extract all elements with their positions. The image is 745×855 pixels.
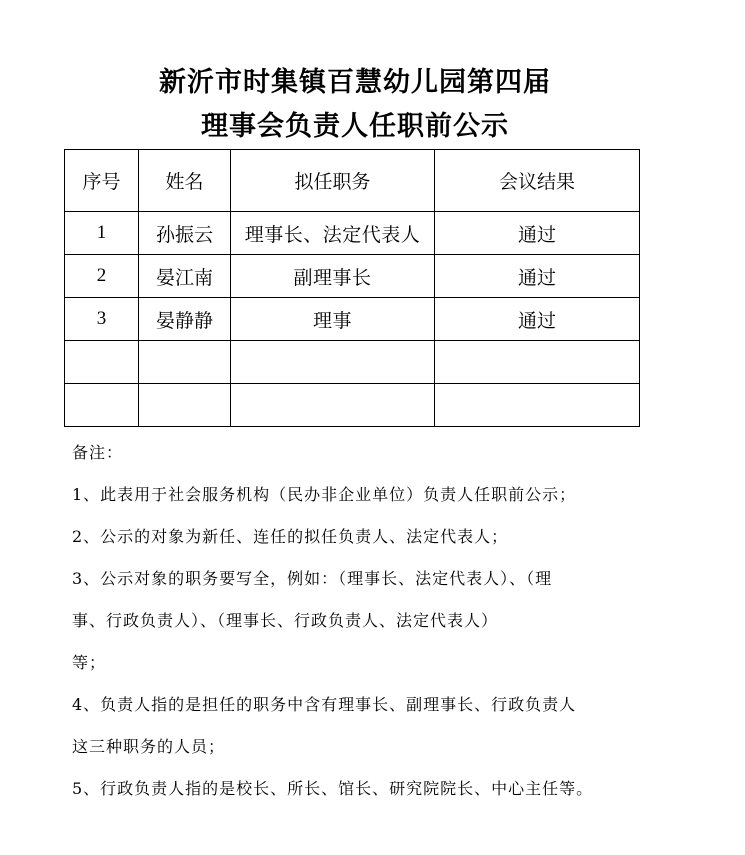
cell-position bbox=[231, 384, 435, 427]
document-title-line-1: 新沂市时集镇百慧幼儿园第四届 bbox=[159, 67, 551, 98]
note-line: 1、此表用于社会服务机构（民办非企业单位）负责人任职前公示； bbox=[72, 485, 577, 504]
table-row-empty bbox=[65, 341, 640, 384]
table-row bbox=[65, 298, 640, 341]
cell-position: 理事长、法定代表人 bbox=[231, 212, 435, 255]
cell-result: 通过 bbox=[435, 298, 640, 341]
table-row bbox=[65, 212, 640, 255]
note-line: 事、行政负责人）、（理事长、行政负责人、法定代表人） bbox=[72, 611, 499, 630]
cell-serial-number: 1 bbox=[65, 212, 139, 255]
cell-serial-number bbox=[65, 384, 139, 427]
cell-result: 通过 bbox=[435, 255, 640, 298]
note-line: 4、负责人指的是担任的职务中含有理事长、副理事长、行政负责人 bbox=[72, 695, 577, 714]
cell-result: 通过 bbox=[435, 212, 640, 255]
cell-position bbox=[231, 341, 435, 384]
cell-position: 副理事长 bbox=[231, 255, 435, 298]
table-row bbox=[65, 255, 640, 298]
cell-result bbox=[435, 384, 640, 427]
cell-serial-number bbox=[65, 341, 139, 384]
note-line: 2、公示的对象为新任、连任的拟任负责人、法定代表人； bbox=[72, 527, 509, 546]
cell-name bbox=[139, 384, 231, 427]
header-meeting-result: 会议结果 bbox=[435, 150, 640, 212]
cell-name: 晏静静 bbox=[139, 298, 231, 341]
table-header-row bbox=[65, 150, 640, 212]
cell-name: 晏江南 bbox=[139, 255, 231, 298]
table-row-empty bbox=[65, 384, 640, 427]
header-serial-number: 序号 bbox=[65, 150, 139, 212]
header-proposed-position: 拟任职务 bbox=[231, 150, 435, 212]
document-title-line-2: 理事会负责人任职前公示 bbox=[201, 111, 509, 142]
note-line: 5、行政负责人指的是校长、所长、馆长、研究院院长、中心主任等。 bbox=[72, 779, 594, 798]
cell-serial-number: 2 bbox=[65, 255, 139, 298]
candidate-table bbox=[64, 149, 640, 427]
cell-position: 理事 bbox=[231, 298, 435, 341]
cell-name: 孙振云 bbox=[139, 212, 231, 255]
header-name: 姓名 bbox=[139, 150, 231, 212]
notes-section bbox=[72, 432, 642, 810]
note-line: 3、公示对象的职务要写全，例如：（理事长、法定代表人）、（理 bbox=[72, 569, 553, 588]
notes-heading: 备注： bbox=[72, 443, 124, 462]
note-line: 这三种职务的人员； bbox=[72, 737, 226, 756]
note-line: 等； bbox=[72, 653, 107, 672]
cell-result bbox=[435, 341, 640, 384]
cell-name bbox=[139, 341, 231, 384]
cell-serial-number: 3 bbox=[65, 298, 139, 341]
